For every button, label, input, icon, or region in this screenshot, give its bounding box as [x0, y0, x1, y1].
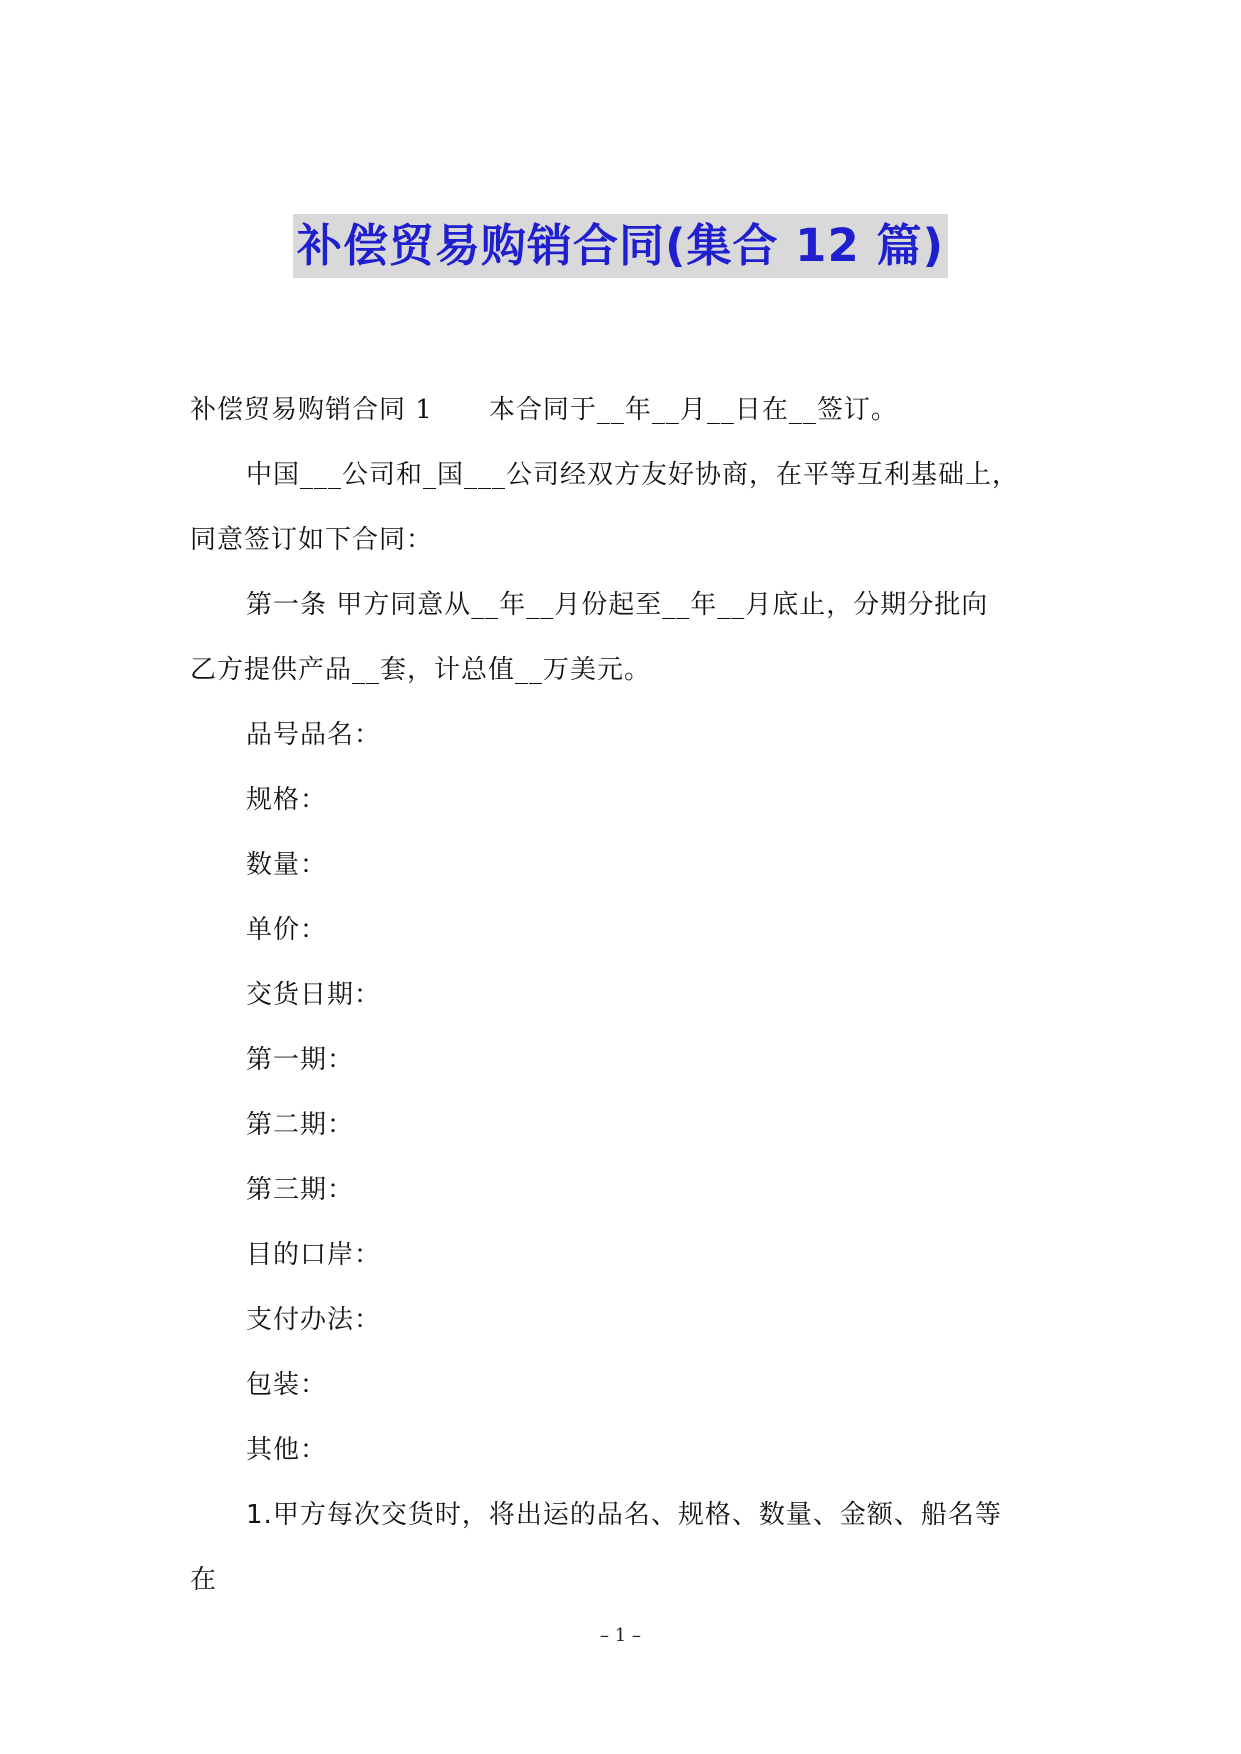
- item-destination-port: 目的口岸：: [246, 1240, 382, 1270]
- contract-date-sentence: 本合同于__年__月__日在__签订。: [488, 395, 898, 425]
- clause-one-line-1: [246, 1495, 1002, 1535]
- item-delivery-date: 交货日期：: [246, 980, 382, 1010]
- clause-one-text: 甲方每次交货时，将出运的品名、规格、数量、金额、船名等: [272, 1500, 1002, 1530]
- paragraph-parties-line-1: 中国___公司和_国___公司经双方友好协商，在平等互利基础上，: [246, 460, 1020, 490]
- contract-heading: 补偿贸易购销合同 1: [190, 395, 433, 425]
- item-packaging: 包装：: [246, 1370, 328, 1400]
- page-number: – 1 –: [600, 1625, 641, 1646]
- paragraph-parties-line-2: 同意签订如下合同：: [190, 525, 434, 555]
- item-other: 其他：: [246, 1435, 328, 1465]
- item-phase-one: 第一期：: [246, 1045, 355, 1075]
- item-specification: 规格：: [246, 785, 328, 815]
- title-container: [0, 214, 1241, 278]
- item-quantity: 数量：: [246, 850, 328, 880]
- article-one-line-2: 乙方提供产品__套，计总值__万美元。: [190, 655, 652, 685]
- item-phase-three: 第三期：: [246, 1175, 355, 1205]
- item-unit-price: 单价：: [246, 915, 328, 945]
- item-payment-method: 支付办法：: [246, 1305, 382, 1335]
- clause-one-line-2: 在: [190, 1565, 218, 1595]
- item-product-name: 品号品名：: [246, 720, 382, 750]
- clause-number: 1.: [246, 1500, 273, 1530]
- first-line: [190, 390, 898, 430]
- article-one-line-1: 第一条 甲方同意从__年__月份起至__年__月底止，分期分批向: [246, 590, 989, 620]
- document-title: 补偿贸易购销合同(集合 12 篇): [293, 214, 948, 278]
- item-phase-two: 第二期：: [246, 1110, 355, 1140]
